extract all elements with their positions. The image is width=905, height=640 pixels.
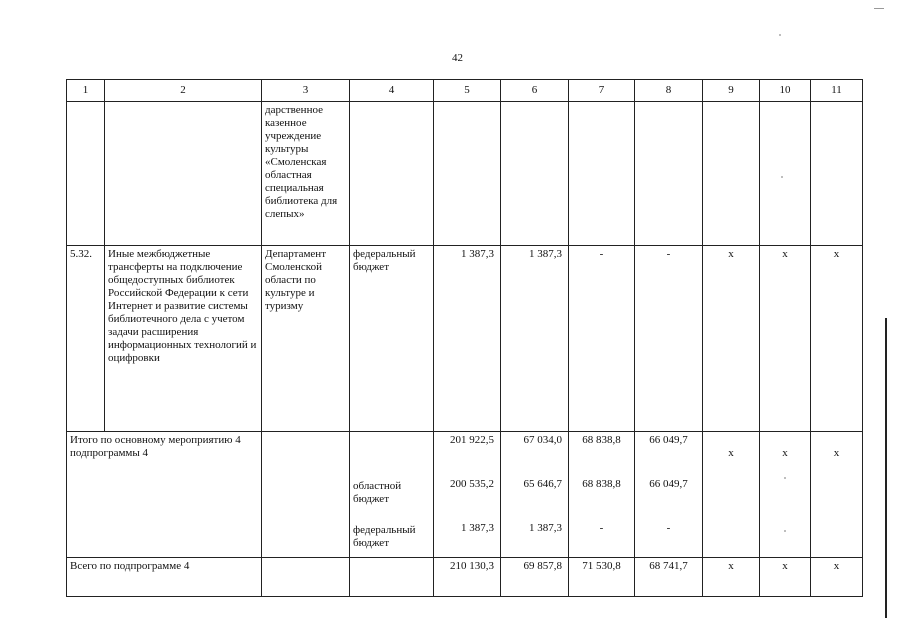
value-cell: -	[635, 246, 703, 432]
value-total: x	[782, 447, 788, 459]
value-cell: x	[811, 558, 863, 597]
scan-speck	[784, 530, 786, 532]
executor-cell: Департамент Смоленской области по культуре и туризму	[262, 246, 350, 432]
page-edge-line	[885, 318, 887, 618]
total-label: Итого по основному мероприятию 4 подпрограммы 4	[67, 432, 262, 558]
value-cell: x	[703, 558, 760, 597]
value-cell: 1 387,3	[434, 246, 501, 432]
value-regional: 66 049,7	[649, 478, 688, 490]
value-total: x	[728, 447, 734, 459]
value-cell: 71 530,8	[569, 558, 635, 597]
value-cell	[703, 432, 760, 558]
value-cell	[811, 432, 863, 558]
col-header: 3	[262, 80, 350, 102]
value-regional: 200 535,2	[450, 478, 494, 490]
value-federal: 1 387,3	[461, 522, 494, 534]
scan-speck	[784, 477, 786, 479]
source-federal: федеральный бюджет	[353, 524, 416, 549]
col-header: 10	[760, 80, 811, 102]
executor-cell: дарственное казенное учреждение культуры «Смоленская областная специальная библиотека для слепых»	[262, 102, 350, 246]
value-federal: -	[599, 522, 604, 534]
scan-speck	[779, 34, 781, 36]
page-number: 42	[452, 52, 463, 64]
header-row	[67, 80, 863, 102]
value-regional: 65 646,7	[523, 478, 562, 490]
value-cell: x	[760, 246, 811, 432]
value-cell	[635, 432, 703, 558]
item-number: 5.32.	[67, 246, 105, 432]
value-total: 66 049,7	[649, 434, 688, 446]
col-header: 11	[811, 80, 863, 102]
value-cell: 69 857,8	[501, 558, 569, 597]
table-row-5-32	[67, 246, 863, 432]
budget-table	[66, 79, 863, 597]
value-cell: x	[760, 558, 811, 597]
value-cell: 1 387,3	[501, 246, 569, 432]
scan-speck	[781, 176, 783, 178]
value-cell	[569, 432, 635, 558]
col-header: 4	[350, 80, 434, 102]
table-row-total-sub	[67, 558, 863, 597]
value-cell	[501, 432, 569, 558]
value-federal: -	[666, 522, 671, 534]
col-header: 2	[105, 80, 262, 102]
value-total: 67 034,0	[523, 434, 562, 446]
table-row-continuation	[67, 102, 863, 246]
source-cell	[350, 432, 434, 558]
value-total: 68 838,8	[582, 434, 621, 446]
value-cell	[434, 432, 501, 558]
col-header: 8	[635, 80, 703, 102]
value-cell: x	[703, 246, 760, 432]
total-label: Всего по подпрограмме 4	[67, 558, 262, 597]
value-federal: 1 387,3	[529, 522, 562, 534]
col-header: 1	[67, 80, 105, 102]
col-header: 7	[569, 80, 635, 102]
col-header: 6	[501, 80, 569, 102]
source-cell: федеральный бюджет	[350, 246, 434, 432]
scan-mark	[874, 8, 884, 9]
col-header: 9	[703, 80, 760, 102]
source-regional: областной бюджет	[353, 480, 402, 505]
value-total: 201 922,5	[450, 434, 494, 446]
value-total: x	[833, 447, 840, 459]
value-regional: 68 838,8	[582, 478, 621, 490]
value-cell: -	[569, 246, 635, 432]
item-name: Иные межбюджетные трансферты на подключение общедоступных библиотек Российской Федерации к сети Интернет и развитие системы библиотечного дела с учетом задачи расширения информационных технологий и оцифровки	[105, 246, 262, 432]
col-header: 5	[434, 80, 501, 102]
value-cell: 210 130,3	[434, 558, 501, 597]
value-cell: x	[811, 246, 863, 432]
value-cell	[760, 432, 811, 558]
value-cell: 68 741,7	[635, 558, 703, 597]
table-row-total-main	[67, 432, 863, 558]
